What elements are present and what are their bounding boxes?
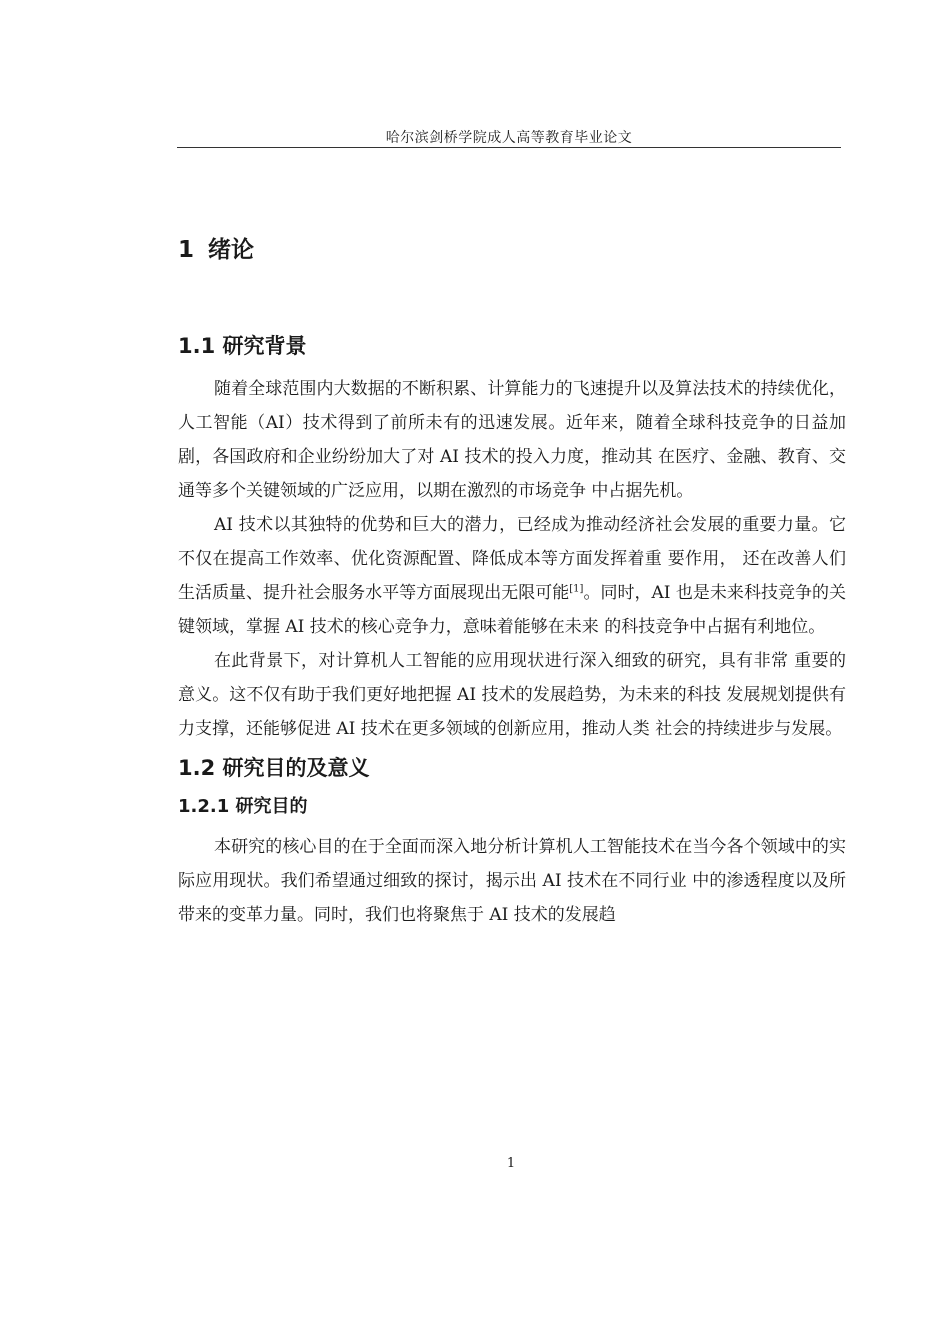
page-number: 1	[506, 1156, 516, 1171]
page-header-title: 哈尔滨剑桥学院成人高等教育毕业论文	[385, 130, 633, 146]
section-1-2-heading: 1.2 研究目的及意义	[178, 756, 370, 780]
paragraph-text: 。同时，AI 也是未来科技竞争的关键领域，掌握 AI 技术的核心竞争力，意味着能够在未来 的科技竞争中占据有利地位。	[178, 583, 846, 637]
paragraph-text: AI 技术以其独特的优势和巨大的潜力，已经成为推动经济社会发展的重要力量。它不仅在提高工作效率、优化资源配置、降低成本等方面发挥着重 要作用， 还在改善人们生活质量、提升社会服务水平等方面展现出无限可能	[178, 515, 846, 603]
section-1-2-1-heading: 1.2.1 研究目的	[178, 796, 308, 817]
paragraph-background-2	[178, 508, 846, 644]
citation-marker: [1]	[569, 583, 584, 595]
paragraph-background-1: 随着全球范围内大数据的不断积累、计算能力的飞速提升以及算法技术的持续优化，人工智能（AI）技术得到了前所未有的迅速发展。近年来，随着全球科技竞争的日益加剧，各国政府和企业纷纷加大了对 AI 技术的投入力度，推动其 在医疗、金融、教育、交通等多个关键领域的广泛应用，以期在激烈的市场竞争 中占据先机。	[178, 379, 846, 501]
chapter-heading	[178, 230, 846, 270]
document-body	[178, 230, 846, 932]
paragraph-purpose-1: 本研究的核心目的在于全面而深入地分析计算机人工智能技术在当今各个领域中的实际应用现状。我们希望通过细致的探讨，揭示出 AI 技术在不同行业 中的渗透程度以及所带来的变革力量。同时，我们也将聚焦于 AI 技术的发展趋	[178, 837, 846, 925]
chapter-number: 1	[178, 237, 195, 263]
chapter-title: 绪论	[208, 237, 255, 263]
section-1-1-heading: 1.1 研究背景	[178, 334, 307, 358]
paragraph-background-3: 在此背景下，对计算机人工智能的应用现状进行深入细致的研究，具有非常 重要的意义。这不仅有助于我们更好地把握 AI 技术的发展趋势，为未来的科技 发展规划提供有力支撑，还能够促进 AI 技术在更多领域的创新应用，推动人类 社会的持续进步与发展。	[178, 651, 846, 739]
header-divider	[177, 147, 841, 148]
